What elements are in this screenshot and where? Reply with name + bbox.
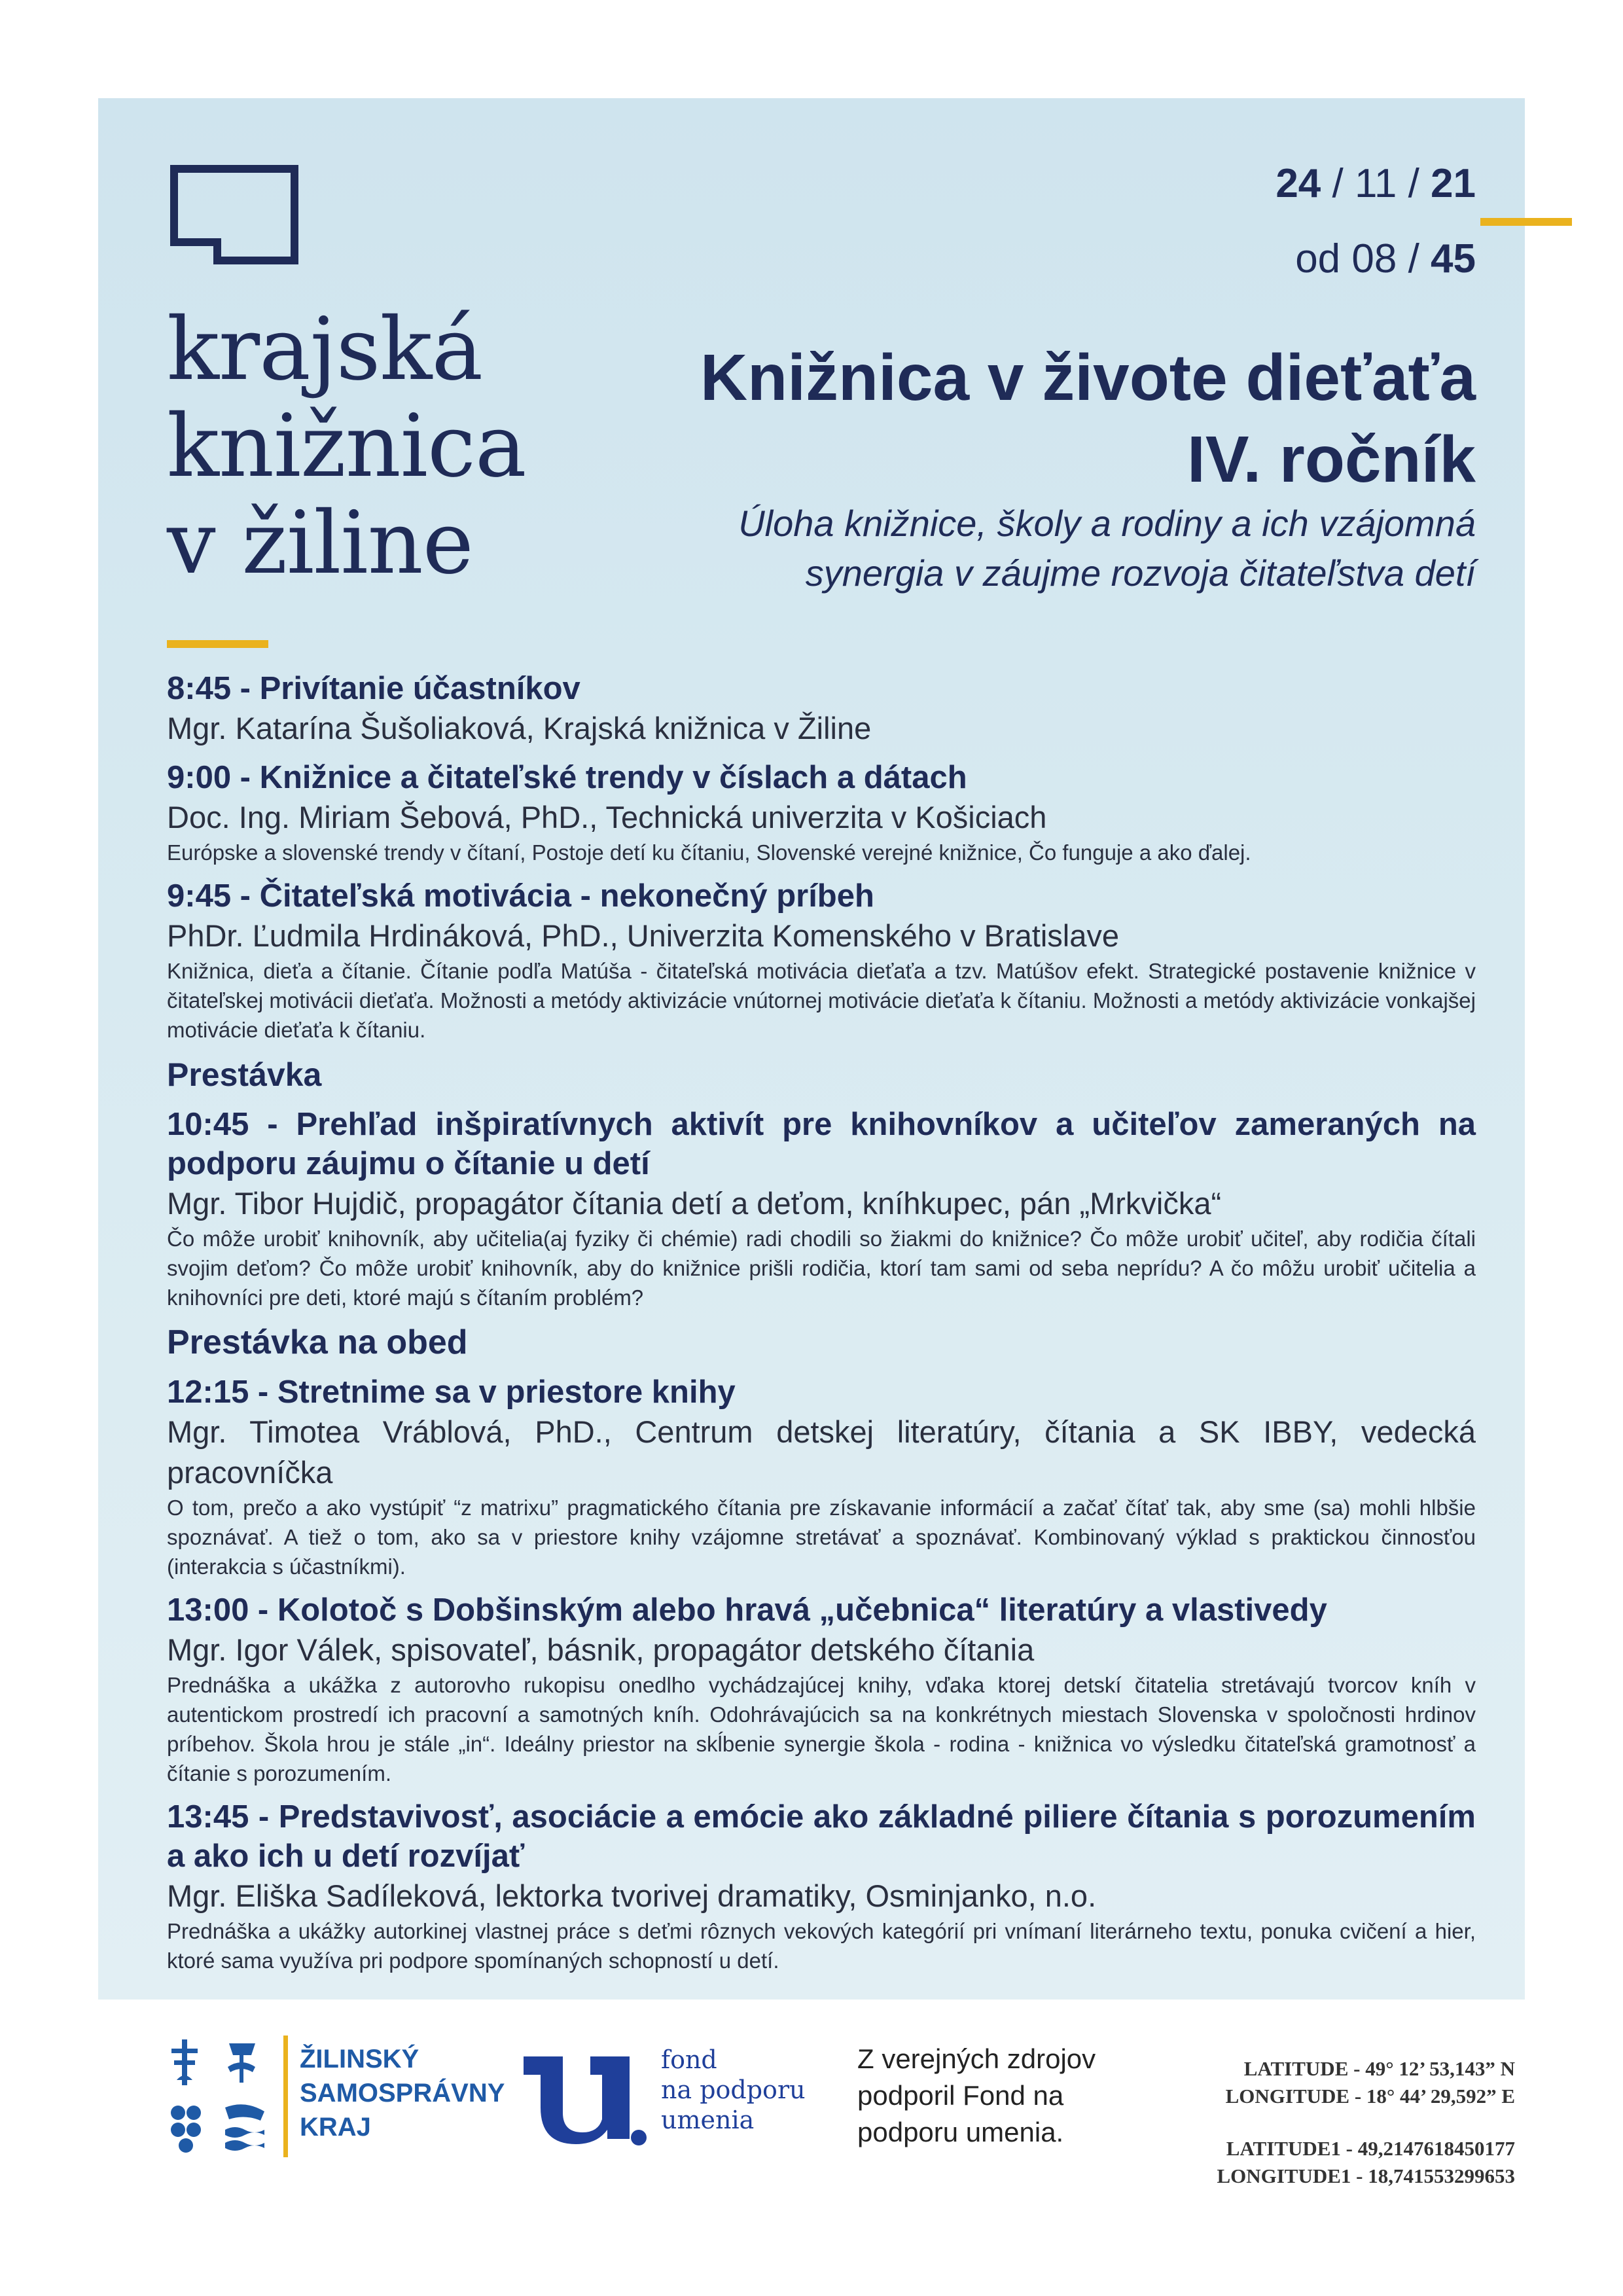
program-item (167, 1372, 1476, 1581)
break-label: Prestávka (167, 1056, 322, 1093)
program-item (167, 876, 1476, 1045)
item-description: Európske a slovenské trendy v čítaní, Postoje detí ku čítaniu, Slovenské verejné knižnice, Čo funguje a ako ďalej. (167, 840, 1251, 865)
lunch-break-label: Prestávka na obed (167, 1323, 468, 1361)
item-description: Prednáška a ukážky autorkinej vlastnej práce s deťmi rôznych vekových kategórií pri vnímaní literárneho textu, ponuka cvičení a hier, ktoré sama využíva pri podpore spomínaných schopností u detí. (167, 1919, 1476, 1973)
item-title: 12:15 - Stretnime sa v priestore knihy (167, 1374, 736, 1410)
event-subtitle: Úloha knižnice, školy a rodiny a ich vzájomná synergia v záujme rozvoja čitateľstva detí (738, 503, 1476, 594)
item-speaker: Mgr. Tibor Hujdič, propagátor čítania detí a deťom, kníhkupec, pán „Mrkvička“ (167, 1186, 1222, 1221)
item-title: 9:45 - Čitateľská motivácia - nekonečný príbeh (167, 878, 874, 914)
funding-note: Z verejných zdrojov podporil Fond na podporu umenia. (857, 2043, 1096, 2147)
item-description: Knižnica, dieťa a čítanie. Čítanie podľa Matúša - čitateľská motivácia dieťaťa a tzv. Matúšov efekt. Strategické postavenie knižnice v čitateľskej motivácii dieťaťa. Možnosti a metódy aktivizácie vnútornej motivácie dieťaťa k čítaniu. Možnosti a metódy aktivizácie vonkajšej motivácie dieťaťa k čítaniu. (167, 959, 1476, 1042)
library-logo-icon (169, 164, 300, 266)
program-item (167, 758, 1476, 867)
item-speaker: Mgr. Katarína Šušoliaková, Krajská knižnica v Žiline (167, 711, 872, 745)
item-title: 13:45 - Predstavivosť, asociácie a emócie ako základné piliere čítania s porozumením a ako ich u detí rozvíjať (167, 1799, 1476, 1874)
item-description: Čo môže urobiť knihovník, aby učitelia(aj fyziky či chémie) radi chodili so žiakmi do knižnice? Čo môže urobiť učiteľ, aby rodičia čítali svojim deťom? Čo môže urobiť knihovník, aby do knižnice prišli rodičia, ktorí tam sami od seba neprídu? A čo môžu urobiť učitelia a knihovníci pre deti, ktoré majú s čítaním problém? (167, 1227, 1476, 1310)
item-speaker: Mgr. Timotea Vráblová, PhD., Centrum detskej literatúry, čítania a SK IBBY, vedecká pracovníčka (167, 1414, 1476, 1490)
item-speaker: PhDr. Ľudmila Hrdináková, PhD., Univerzita Komenského v Bratislave (167, 918, 1120, 953)
item-speaker: Mgr. Igor Válek, spisovateľ, básnik, propagátor detského čítania (167, 1632, 1035, 1667)
program-list (167, 669, 1476, 1984)
accent-line-right (1480, 218, 1572, 226)
event-title: Knižnica v živote dieťaťa IV. ročník (700, 341, 1476, 496)
item-speaker: Doc. Ing. Miriam Šebová, PhD., Technická univerzita v Košiciach (167, 800, 1047, 834)
item-speaker: Mgr. Eliška Sadíleková, lektorka tvorivej dramatiky, Osminjanko, n.o. (167, 1878, 1097, 1913)
program-item (167, 1105, 1476, 1312)
item-title: 10:45 - Prehľad inšpiratívnych aktivít pre knihovníkov a učiteľov zameraných na podporu záujmu o čítanie u detí (167, 1107, 1476, 1181)
zsk-coat-of-arms-icon (162, 2034, 274, 2156)
program-item (167, 1797, 1476, 1975)
coordinates: LATITUDE - 49° 12’ 53,143” N LONGITUDE - 18° 44’ 29,592” E LATITUDE1 - 49,2147618450177 LONGITUDE1 - 18,741553299653 (1217, 2057, 1515, 2187)
program-item (167, 1590, 1476, 1788)
zsk-divider (283, 2036, 288, 2157)
fpu-name: fond na podporu umenia (661, 2045, 806, 2134)
program-item (167, 669, 1476, 749)
item-title: 8:45 - Privítanie účastníkov (167, 671, 580, 706)
item-description: O tom, prečo a ako vystúpiť “z matrixu” pragmatického čítania pre získavanie informácií a začať čítať tak, aby sme (sa) mohli hlbšie spoznávať. A tiež o tom, ako sa v priestore knihy vzájomne stretávať a spoznávať. Kombinovaný výklad s praktickou činnosťou (interakcia s účastníkmi). (167, 1496, 1476, 1579)
event-date: 24 / 11 / 21 (1275, 161, 1476, 206)
item-title: 9:00 - Knižnice a čitateľské trendy v číslach a dátach (167, 760, 967, 795)
item-title: 13:00 - Kolotoč s Dobšinským alebo hravá „učebnica“ literatúry a vlastivedy (167, 1592, 1327, 1628)
library-name: krajská knižnica v žiline (167, 299, 526, 594)
item-description: Prednáška a ukážka z autorovho rukopisu onedlho vychádzajúcej knihy, vďaka ktorej detskí čitatelia stretávajú tvorcov kníh v autentickom prostredí ich pracovní a samotných kníh. Odohrávajúcich sa na konkrétnych miestach Slovenska v spoločnosti hrdinov príbehov. Škola hrou je stále „in“. Ideálny priestor na skĺbenie synergie škola - rodina - knižnica vo výsledku čitateľská gramotnosť a čítanie s porozumením. (167, 1673, 1476, 1785)
accent-line-left (167, 640, 268, 648)
event-time: od 08 / 45 (1295, 236, 1476, 281)
fpu-u-logo-icon (517, 2042, 648, 2153)
zsk-name: ŽILINSKÝ SAMOSPRÁVNY KRAJ (300, 2045, 505, 2142)
